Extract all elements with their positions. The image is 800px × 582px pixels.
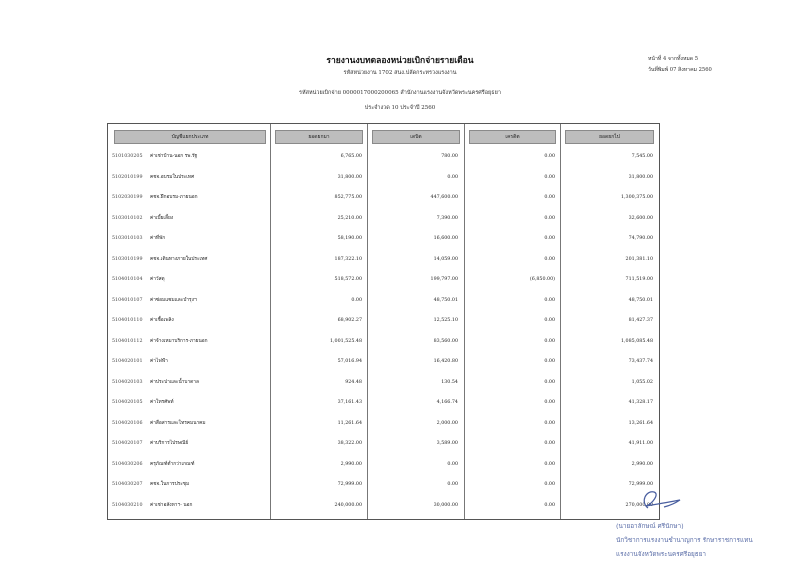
cell-name: ค่าบริการไปรษณีย์	[150, 441, 189, 446]
cell-c: 0.00	[544, 359, 555, 364]
cell-b: 37,161.43	[337, 400, 362, 405]
cell-e: 48,750.01	[628, 297, 653, 303]
cell-code: 5102010199	[112, 174, 143, 180]
cell-c: 0.00	[544, 297, 555, 303]
cell-e: 13,261.64	[628, 420, 653, 426]
header-credit: เครดิต	[469, 130, 556, 144]
cell-e: 1,055.02	[631, 379, 653, 385]
cell-code: 5103010199	[112, 256, 143, 262]
cell-name: ค่าซ่อมแซมและบำรุงฯ	[150, 297, 197, 303]
table-row	[108, 151, 659, 163]
cell-e: 1,300,375.00	[620, 195, 653, 200]
header-debit: เดบิต	[372, 130, 460, 144]
header-account: บัญชีแยกประเภท	[114, 130, 266, 144]
table-row	[108, 418, 659, 430]
cell-code: 5104020106	[112, 420, 143, 426]
cell-code: 5104020101	[112, 359, 143, 364]
cell-e: 81,427.37	[628, 318, 653, 323]
cell-name: ค่าสื่อสารและโทรคมนาคม	[150, 420, 206, 426]
cell-e: 2,990.00	[631, 461, 653, 467]
table-row	[108, 213, 659, 225]
cell-b: 11,261.64	[337, 420, 362, 426]
cell-code: 5104010104	[112, 277, 143, 282]
report-title: รายงานงบทดลองหน่วยเบิกจ่ายรายเดือน	[326, 56, 474, 66]
table-row	[108, 336, 659, 348]
cell-code: 5101030205	[112, 154, 143, 159]
cell-code: 5104010110	[112, 318, 143, 323]
cell-b: 852,775.00	[334, 195, 362, 200]
cell-code: 5104010112	[112, 338, 143, 344]
cell-c: 0.00	[544, 400, 555, 405]
signer-office: แรงงานจังหวัดพระนครศรีอยุธยา	[616, 550, 707, 558]
table-row	[108, 172, 659, 184]
cell-d: 0.00	[447, 461, 458, 467]
cell-code: 5102030199	[112, 195, 143, 200]
cell-d: 199,797.00	[430, 277, 458, 282]
cell-d: 12,525.10	[433, 318, 458, 323]
cell-code: 5104020107	[112, 441, 143, 446]
cell-e: 711,519.00	[625, 277, 653, 282]
cell-c: 0.00	[544, 338, 555, 344]
cell-d: 83,560.00	[433, 338, 458, 344]
signer-name: (นายอาลักษณ์ ศรีนักษา)	[616, 522, 684, 530]
cell-d: 3,589.00	[436, 441, 458, 446]
cell-b: 1,001,525.48	[329, 338, 362, 344]
cell-c: 0.00	[544, 154, 555, 159]
table-row	[108, 397, 659, 409]
header-opening-balance: ยอดยกมา	[275, 130, 363, 144]
cell-name: ครุภัณฑ์ต่ำกว่าเกณฑ์	[150, 461, 195, 467]
table-row	[108, 459, 659, 471]
cell-name: ค่าเช่าบ้าน-นอก รพ.รัฐ	[150, 154, 198, 159]
cell-e: 1,085,085.48	[620, 338, 653, 344]
cell-code: 5103010102	[112, 215, 143, 221]
cell-e: 32,600.00	[628, 215, 653, 221]
cell-d: 30,000.00	[433, 502, 458, 508]
cell-c: 0.00	[544, 215, 555, 221]
table-row	[108, 274, 659, 286]
cell-b: 2,990.00	[340, 461, 362, 467]
cell-b: 38,322.00	[337, 441, 362, 446]
table-row	[108, 295, 659, 307]
agency-code-line: รหัสหน่วยงาน 1702 สนง.ปลัดกระทรวงแรงงาน	[343, 70, 457, 76]
cell-code: 5104010107	[112, 297, 143, 303]
table-row	[108, 377, 659, 389]
cell-d: 16,420.80	[433, 359, 458, 364]
cell-name: ค่าจ้างเหมาบริการ-ภายนอก	[150, 338, 208, 344]
table-row	[108, 315, 659, 327]
cell-c: 0.00	[544, 256, 555, 262]
cell-code: 5104020105	[112, 400, 143, 405]
signature-scribble	[618, 488, 698, 512]
cell-d: 7,390.00	[436, 215, 458, 221]
period-line: ประจำงวด 10 ประจำปี 2560	[364, 105, 436, 111]
table-row	[108, 500, 659, 512]
table-row	[108, 192, 659, 204]
cell-name: คชจ.ฝึกอบรม-ภายนอก	[150, 195, 198, 200]
cell-name: ค่าที่พัก	[150, 236, 166, 241]
header-closing-balance: ยอดยกไป	[565, 130, 654, 144]
cell-c: 0.00	[544, 502, 555, 508]
cell-b: 6,765.00	[340, 154, 362, 159]
disbursement-unit-line: รหัสหน่วยเบิกจ่าย 0000017000200065 สำนักงานแรงงานจังหวัดพระนครศรีอยุธยา	[299, 90, 501, 96]
page-number: หน้าที่ 4 จากทั้งหมด 5	[648, 56, 699, 62]
cell-e: 201,381.10	[625, 256, 653, 262]
cell-d: 447,600.00	[430, 195, 458, 200]
cell-c: 0.00	[544, 195, 555, 200]
table-row	[108, 356, 659, 368]
signer-position: นักวิชาการแรงงานชำนาญการ รักษาราชการแทน	[616, 536, 753, 544]
cell-b: 68,902.27	[337, 318, 362, 323]
cell-d: 780.00	[441, 154, 458, 159]
cell-b: 924.48	[345, 379, 362, 385]
cell-c: 0.00	[544, 420, 555, 426]
cell-code: 5104030210	[112, 502, 143, 508]
cell-c: 0.00	[544, 379, 555, 385]
cell-code: 5103010103	[112, 236, 143, 241]
cell-name: ค่าประปาและน้ำบาดาล	[150, 379, 199, 385]
cell-c: 0.00	[544, 441, 555, 446]
table-row	[108, 438, 659, 450]
cell-c: 0.00	[544, 482, 555, 487]
trial-balance-table	[107, 123, 660, 520]
cell-b: 31,800.00	[337, 174, 362, 180]
cell-e: 41,911.00	[628, 441, 653, 446]
cell-name: ค่าเช่าอสังหาฯ- นอก	[150, 502, 193, 508]
cell-b: 518,572.00	[334, 277, 362, 282]
table-row	[108, 254, 659, 266]
cell-d: 0.00	[447, 174, 458, 180]
cell-name: ค่าวัสดุ	[150, 277, 165, 282]
table-row	[108, 233, 659, 245]
cell-d: 14,059.00	[433, 256, 458, 262]
table-row	[108, 479, 659, 491]
cell-code: 5104020103	[112, 379, 143, 385]
cell-c: 0.00	[544, 318, 555, 323]
cell-name: ค่าเชื้อเพลิง	[150, 318, 174, 323]
cell-e: 31,800.00	[628, 174, 653, 180]
cell-b: 72,999.00	[337, 482, 362, 487]
cell-name: ค่าเบี้ยเลี้ยง	[150, 215, 174, 221]
cell-code: 5104030207	[112, 482, 143, 487]
cell-c: (6,850.00)	[529, 277, 555, 282]
cell-e: 73,437.74	[628, 359, 653, 364]
cell-b: 0.00	[351, 297, 362, 303]
cell-name: คชจ.เดินทางภายในประเทศ	[150, 256, 208, 262]
cell-e: 7,545.00	[631, 154, 653, 159]
cell-b: 58,190.00	[337, 236, 362, 241]
cell-name: คชจ.อบรมในประเทศ	[150, 174, 195, 180]
cell-d: 48,750.01	[433, 297, 458, 303]
cell-b: 25,210.00	[337, 215, 362, 221]
cell-name: คชจ.ในการประชุม	[150, 482, 190, 487]
cell-b: 240,000.00	[334, 502, 362, 508]
print-date: วันที่พิมพ์ 07 สิงหาคม 2560	[648, 67, 712, 73]
cell-e: 72,999.00	[628, 482, 653, 487]
cell-e: 74,790.00	[628, 236, 653, 241]
cell-c: 0.00	[544, 236, 555, 241]
cell-e: 270,000.00	[625, 502, 653, 508]
cell-d: 2,000.00	[436, 420, 458, 426]
cell-name: ค่าโทรศัพท์	[150, 400, 174, 405]
cell-e: 41,328.17	[628, 400, 653, 405]
cell-code: 5104030206	[112, 461, 143, 467]
cell-d: 130.54	[441, 379, 458, 385]
cell-c: 0.00	[544, 174, 555, 180]
cell-d: 4,166.74	[436, 400, 458, 405]
cell-d: 0.00	[447, 482, 458, 487]
cell-b: 57,016.94	[337, 359, 362, 364]
cell-name: ค่าไฟฟ้า	[150, 359, 168, 364]
cell-d: 16,600.00	[433, 236, 458, 241]
cell-c: 0.00	[544, 461, 555, 467]
cell-b: 187,322.10	[334, 256, 362, 262]
